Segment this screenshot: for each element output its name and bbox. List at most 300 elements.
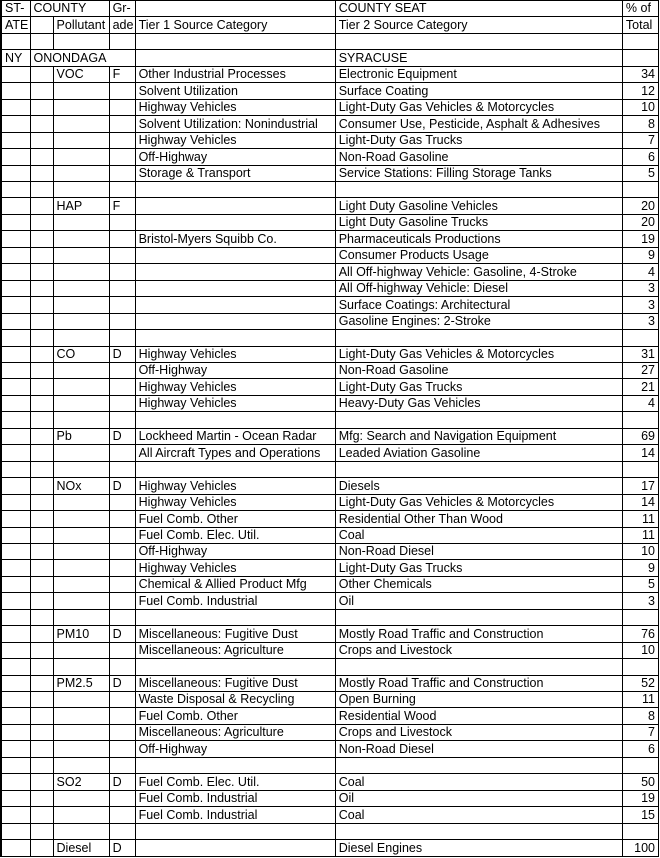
tier1-cell: Miscellaneous: Fugitive Dust [135,626,335,642]
grade-cell [109,280,135,296]
grade-cell [109,313,135,329]
county-cell [30,675,53,691]
spacer-row [1,823,659,839]
pollutant-cell [53,165,109,181]
table-row [1,247,659,263]
state-cell [1,395,30,411]
grade-cell [109,576,135,592]
grade-cell [109,116,135,132]
pct-cell: 9 [622,247,658,263]
pct-cell: 3 [622,313,658,329]
state-cell [1,593,30,609]
grade-cell [109,165,135,181]
county-cell [30,593,53,609]
state-cell [1,741,30,757]
table-row [1,741,659,757]
state-cell [1,840,30,856]
county-cell [30,313,53,329]
tier1-cell: Highway Vehicles [135,346,335,362]
grade-cell [109,807,135,823]
table-row [1,297,659,313]
tier1-cell: Highway Vehicles [135,99,335,115]
pollutant-cell: SO2 [53,774,109,790]
table-row [1,116,659,132]
pollutant-cell [53,527,109,543]
tier2-cell: Oil [335,593,622,609]
table-row [1,280,659,296]
county-cell [30,132,53,148]
county-cell [30,560,53,576]
state-cell [1,790,30,806]
table-row [1,83,659,99]
tier2-cell: Light-Duty Gas Trucks [335,379,622,395]
state-cell [1,807,30,823]
pollutant-cell: PM2.5 [53,675,109,691]
tier2-cell: Light Duty Gasoline Vehicles [335,198,622,214]
county-cell [30,708,53,724]
table-row [1,790,659,806]
state-cell [1,247,30,263]
spacer-row [1,757,659,773]
state-cell [1,83,30,99]
table-row [1,231,659,247]
table-row [1,494,659,510]
tier2-cell: Coal [335,774,622,790]
tier2-cell: Light-Duty Gas Trucks [335,132,622,148]
grade-cell [109,543,135,559]
county-cell [30,264,53,280]
table-row [1,445,659,461]
spacer-row [1,330,659,346]
grade-cell: D [109,626,135,642]
county-cell [30,642,53,658]
state-cell [1,264,30,280]
county-cell [30,807,53,823]
grade-cell [109,527,135,543]
pollutant-cell [53,807,109,823]
tier2-cell: Heavy-Duty Gas Vehicles [335,395,622,411]
county-cell [30,478,53,494]
header-county-seat: COUNTY SEAT [335,1,622,17]
pct-cell: 4 [622,395,658,411]
tier1-cell [135,214,335,230]
tier2-cell: Crops and Livestock [335,642,622,658]
pct-cell: 50 [622,774,658,790]
pct-cell: 5 [622,576,658,592]
table-row [1,527,659,543]
pollutant-cell [53,560,109,576]
state-cell [1,478,30,494]
state-cell [1,379,30,395]
pollutant-cell [53,149,109,165]
state-cell [1,560,30,576]
pct-cell: 12 [622,83,658,99]
tier2-cell: Open Burning [335,692,622,708]
county-cell [30,165,53,181]
county-seat-cell: SYRACUSE [335,50,622,66]
header-pollutant: Pollutant [53,17,109,33]
tier2-cell: Coal [335,807,622,823]
tier1-cell: Fuel Comb. Industrial [135,593,335,609]
pollutant-cell [53,576,109,592]
state-cell [1,214,30,230]
grade-cell: D [109,840,135,856]
tier1-cell: Highway Vehicles [135,478,335,494]
tier1-cell: Fuel Comb. Elec. Util. [135,774,335,790]
pct-cell: 3 [622,297,658,313]
county-cell [30,99,53,115]
state-cell [1,198,30,214]
table-row [1,692,659,708]
tier1-cell: Miscellaneous: Agriculture [135,724,335,740]
pct-cell: 4 [622,264,658,280]
county-cell [30,280,53,296]
state-cell [1,494,30,510]
header-grade-bottom: ade [109,17,135,33]
pollutant-cell [53,724,109,740]
state-cell [1,362,30,378]
header-pct-bottom: Total [622,17,658,33]
tier2-cell: Light-Duty Gas Vehicles & Motorcycles [335,346,622,362]
pollutant-cell [53,116,109,132]
county-cell [30,231,53,247]
tier2-cell: Electronic Equipment [335,66,622,82]
county-cell [30,790,53,806]
tier2-cell: Surface Coating [335,83,622,99]
state-cell [1,297,30,313]
tier2-cell: Light-Duty Gas Trucks [335,560,622,576]
pct-cell: 20 [622,214,658,230]
tier1-cell: Storage & Transport [135,165,335,181]
pct-cell: 7 [622,724,658,740]
grade-cell [109,642,135,658]
tier1-cell: Solvent Utilization [135,83,335,99]
pct-cell: 6 [622,741,658,757]
tier2-cell: Consumer Products Usage [335,247,622,263]
grade-cell: D [109,428,135,444]
pollutant-cell: Diesel [53,840,109,856]
pollutant-cell [53,99,109,115]
state-cell [1,708,30,724]
pollutant-cell: Pb [53,428,109,444]
header-row-1 [1,1,659,17]
tier2-cell: Non-Road Diesel [335,741,622,757]
tier1-cell [135,280,335,296]
county-cell [30,214,53,230]
pct-cell: 8 [622,708,658,724]
pct-cell: 34 [622,66,658,82]
table-row [1,675,659,691]
header-tier2: Tier 2 Source Category [335,17,622,33]
pct-cell: 11 [622,527,658,543]
pollutant-cell [53,395,109,411]
grade-cell [109,231,135,247]
pollutant-cell [53,642,109,658]
pollutant-cell [53,511,109,527]
pollutant-cell: CO [53,346,109,362]
tier2-cell: Non-Road Gasoline [335,362,622,378]
tier1-cell: Highway Vehicles [135,132,335,148]
tier1-cell: Miscellaneous: Fugitive Dust [135,675,335,691]
table-row [1,264,659,280]
tier2-cell: Light-Duty Gas Vehicles & Motorcycles [335,494,622,510]
tier1-cell [135,247,335,263]
tier2-cell: Pharmaceuticals Productions [335,231,622,247]
tier2-cell: Coal [335,527,622,543]
county-cell [30,346,53,362]
state-cell [1,511,30,527]
spacer-row [1,412,659,428]
county-cell [30,247,53,263]
pollutant-cell: VOC [53,66,109,82]
grade-cell [109,445,135,461]
pollutant-cell [53,379,109,395]
county-cell [30,116,53,132]
tier1-cell: Off-Highway [135,543,335,559]
pollutant-cell: PM10 [53,626,109,642]
tier2-cell: Mostly Road Traffic and Construction [335,626,622,642]
tier1-cell: Off-Highway [135,149,335,165]
state-cell [1,428,30,444]
state-cell [1,527,30,543]
header-pct-top: % of [622,1,658,17]
table-row [1,66,659,82]
state-cell [1,99,30,115]
grade-cell [109,132,135,148]
county-cell [30,198,53,214]
tier2-cell: Residential Other Than Wood [335,511,622,527]
table-row [1,362,659,378]
table-row [1,99,659,115]
pct-cell: 10 [622,99,658,115]
grade-cell: D [109,774,135,790]
pollutant-cell [53,445,109,461]
grade-cell [109,511,135,527]
pct-cell: 10 [622,543,658,559]
pct-cell: 8 [622,116,658,132]
county-cell [30,741,53,757]
grade-cell [109,395,135,411]
pct-cell: 11 [622,692,658,708]
tier1-cell: Highway Vehicles [135,560,335,576]
table-row [1,165,659,181]
state-cell [1,543,30,559]
grade-cell: F [109,66,135,82]
header-state-bottom: ATE [1,17,30,33]
location-row [1,50,659,66]
tier1-cell: Other Industrial Processes [135,66,335,82]
county-cell [30,297,53,313]
state-cell [1,313,30,329]
grade-cell [109,790,135,806]
header-row-2 [1,17,659,33]
county-cell [30,543,53,559]
pct-cell: 17 [622,478,658,494]
tier1-cell: Waste Disposal & Recycling [135,692,335,708]
grade-cell [109,741,135,757]
tier1-cell: Fuel Comb. Other [135,708,335,724]
header-grade-top: Gr- [109,1,135,17]
state-cell [1,642,30,658]
pct-cell: 20 [622,198,658,214]
pollutant-cell [53,280,109,296]
tier2-cell: All Off-highway Vehicle: Gasoline, 4-Stroke [335,264,622,280]
table-row [1,313,659,329]
table-row [1,132,659,148]
pollutant-cell [53,247,109,263]
pct-cell: 14 [622,494,658,510]
pollutant-cell [53,543,109,559]
pct-cell: 19 [622,790,658,806]
tier2-cell: All Off-highway Vehicle: Diesel [335,280,622,296]
pollutant-cell [53,790,109,806]
pct-cell: 52 [622,675,658,691]
tier1-cell: Fuel Comb. Other [135,511,335,527]
county-cell [30,445,53,461]
grade-cell [109,379,135,395]
header-blank [30,17,53,33]
county-cell [30,626,53,642]
pct-cell: 3 [622,593,658,609]
tier2-cell: Diesel Engines [335,840,622,856]
tier2-cell: Non-Road Gasoline [335,149,622,165]
table-row [1,478,659,494]
grade-cell [109,297,135,313]
pct-cell: 6 [622,149,658,165]
tier2-cell: Gasoline Engines: 2-Stroke [335,313,622,329]
tier1-cell: Bristol-Myers Squibb Co. [135,231,335,247]
pct-cell: 11 [622,511,658,527]
pollutant-cell [53,708,109,724]
pct-cell: 31 [622,346,658,362]
grade-cell [109,593,135,609]
pct-cell: 14 [622,445,658,461]
tier1-cell: Fuel Comb. Industrial [135,807,335,823]
pct-cell: 9 [622,560,658,576]
spacer-row [1,609,659,625]
tier2-cell: Mostly Road Traffic and Construction [335,675,622,691]
state-cell [1,626,30,642]
tier1-cell [135,840,335,856]
county-cell [30,66,53,82]
table-row [1,807,659,823]
grade-cell [109,692,135,708]
tier1-cell: Highway Vehicles [135,379,335,395]
state-cell [1,346,30,362]
tier2-cell: Mfg: Search and Navigation Equipment [335,428,622,444]
pollutant-cell [53,132,109,148]
state-cell [1,116,30,132]
state-cell [1,445,30,461]
pct-cell: 5 [622,165,658,181]
grade-cell [109,99,135,115]
state-cell [1,692,30,708]
county-cell [30,692,53,708]
table-row [1,576,659,592]
county-cell [30,395,53,411]
tier2-cell: Light-Duty Gas Vehicles & Motorcycles [335,99,622,115]
table-row [1,560,659,576]
grade-cell [109,214,135,230]
grade-cell [109,724,135,740]
tier2-cell: Leaded Aviation Gasoline [335,445,622,461]
grade-cell: F [109,198,135,214]
pollutant-cell [53,297,109,313]
pct-cell: 76 [622,626,658,642]
state-cell [1,675,30,691]
tier1-cell: Off-Highway [135,741,335,757]
tier1-cell: All Aircraft Types and Operations [135,445,335,461]
pct-cell: 10 [622,642,658,658]
tier1-cell: Highway Vehicles [135,395,335,411]
county-cell: ONONDAGA [30,50,53,66]
county-cell [30,511,53,527]
grade-cell [109,362,135,378]
table-row [1,198,659,214]
county-cell [30,428,53,444]
pct-cell: 15 [622,807,658,823]
pollutant-cell: NOx [53,478,109,494]
pct-cell: 19 [622,231,658,247]
tier1-cell: Off-Highway [135,362,335,378]
county-cell [30,149,53,165]
pollutant-cell [53,264,109,280]
grade-cell: D [109,675,135,691]
county-cell [30,527,53,543]
pct-cell: 27 [622,362,658,378]
tier2-cell: Residential Wood [335,708,622,724]
grade-cell: D [109,346,135,362]
county-cell [30,724,53,740]
pollutant-cell [53,362,109,378]
spacer-row [1,461,659,477]
table-row [1,149,659,165]
county-cell [30,774,53,790]
county-cell [30,840,53,856]
tier2-cell: Service Stations: Filling Storage Tanks [335,165,622,181]
tier1-cell: Solvent Utilization: Nonindustrial [135,116,335,132]
tier2-cell: Crops and Livestock [335,724,622,740]
grade-cell [109,708,135,724]
grade-cell [109,264,135,280]
table-row [1,840,659,856]
table-row [1,346,659,362]
pollutant-cell [53,494,109,510]
table-row [1,626,659,642]
state-cell [1,132,30,148]
tier1-cell: Fuel Comb. Industrial [135,790,335,806]
pollutant-cell [53,692,109,708]
state-cell [1,724,30,740]
grade-cell [109,247,135,263]
state-cell [1,280,30,296]
state-cell: NY [1,50,30,66]
pct-cell: 100 [622,840,658,856]
tier2-cell: Surface Coatings: Architectural [335,297,622,313]
pct-cell: 3 [622,280,658,296]
grade-cell [109,83,135,99]
table-row [1,428,659,444]
tier1-cell [135,297,335,313]
county-cell [30,379,53,395]
spacer-row [1,33,659,49]
tier2-cell: Oil [335,790,622,806]
county-cell [30,494,53,510]
tier2-cell: Diesels [335,478,622,494]
tier1-cell: Fuel Comb. Elec. Util. [135,527,335,543]
tier1-cell [135,313,335,329]
tier1-cell: Highway Vehicles [135,494,335,510]
